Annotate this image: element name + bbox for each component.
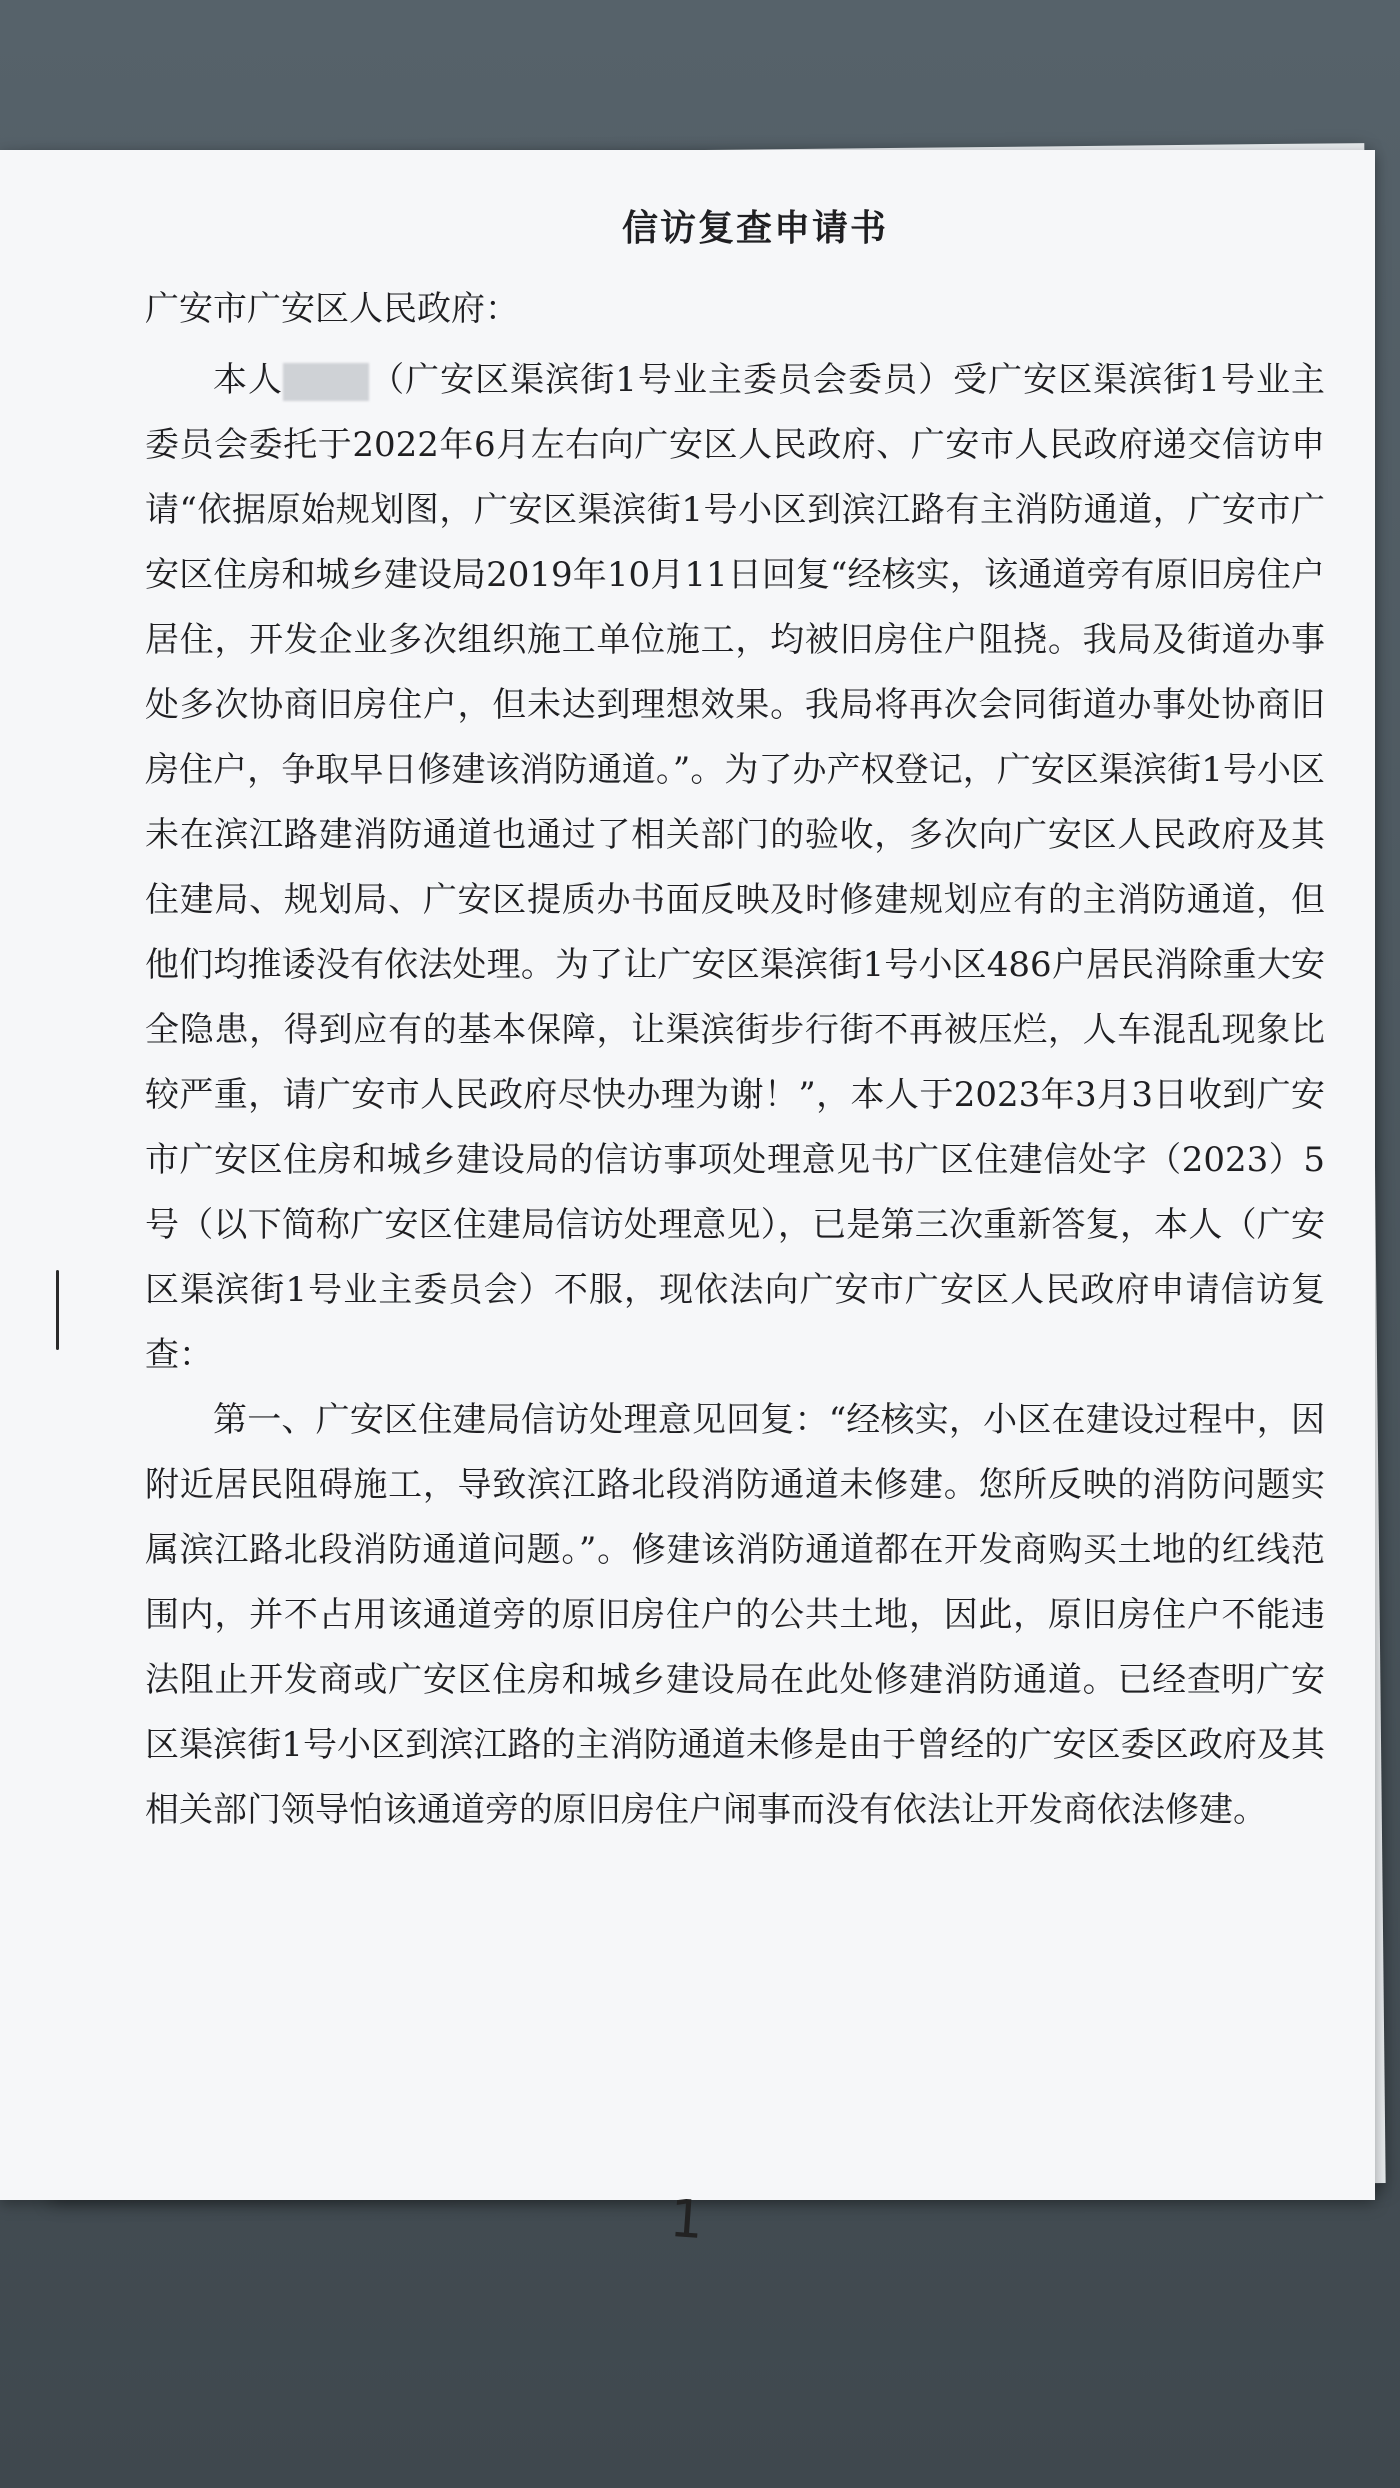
redacted-name [283,363,369,401]
margin-pen-mark [56,1270,59,1350]
paragraph-2: 第一、广安区住建局信访处理意见回复：“经核实，小区在建设过程中，因附近居民阻碍施工，导致滨江路北段消防通道未修建。您所反映的消防问题实属滨江路北段消防通道问题。”。修建该消防通道都在开发商购买土地的红线范围内，并不占用该通道旁的原旧房住户的公共土地，因此，原旧房住户不能违法阻止开发商或广安区住房和城乡建设局在此处修建消防通道。已经查明广安区渠滨街1号小区到滨江路的主消防通道未修是由于曾经的广安区委区政府及其相关部门领导怕该通道旁的原旧房住户闹事而没有依法让开发商依法修建。 [145,1400,1325,1830]
paragraph-1 [145,348,1325,1388]
document-title: 信访复查申请书 [621,207,888,249]
paragraph-1-lead: 本人 [213,360,284,400]
paragraph-1-text: （广安区渠滨街1号业主委员会委员）受广安区渠滨街1号业主委员会委托于2022年6月左右向广安区人民政府、广安市人民政府递交信访申请“依据原始规划图，广安区渠滨街1号小区到滨江路有主消防通道，广安市广安区住房和城乡建设局2019年10月11日回复“经核实，该通道旁有原旧房住户居住，开发企业多次组织施工单位施工，均被旧房住户阻挠。我局及街道办事处多次协商旧房住户，但未达到理想效果。我局将再次会同街道办事处协商旧房住户，争取早日修建该消防通道。”。为了办产权登记，广安区渠滨街1号小区未在滨江路建消防通道也通过了相关部门的验收，多次向广安区人民政府及其住建局、规划局、广安区提质办书面反映及时修建规划应有的主消防通道，但他们均推诿没有依法处理。为了让广安区渠滨街1号小区486户居民消除重大安全隐患，得到应有的基本保障，让渠滨街步行街不再被压烂，人车混乱现象比较严重，请广安市人民政府尽快办理为谢！”，本人于2023年3月3日收到广安市广安区住房和城乡建设局的信访事项处理意见书广区住建信处字（2023）5号（以下简称广安区住建局信访处理意见），已是第三次重新答复，本人（广安区渠滨街1号业主委员会）不服，现依法向广安市广安区人民政府申请信访复查： [145,360,1326,1375]
salutation: 广安市广安区人民政府： [145,289,519,329]
page-number: 1 [667,2188,706,2252]
document-body [145,200,1325,1843]
